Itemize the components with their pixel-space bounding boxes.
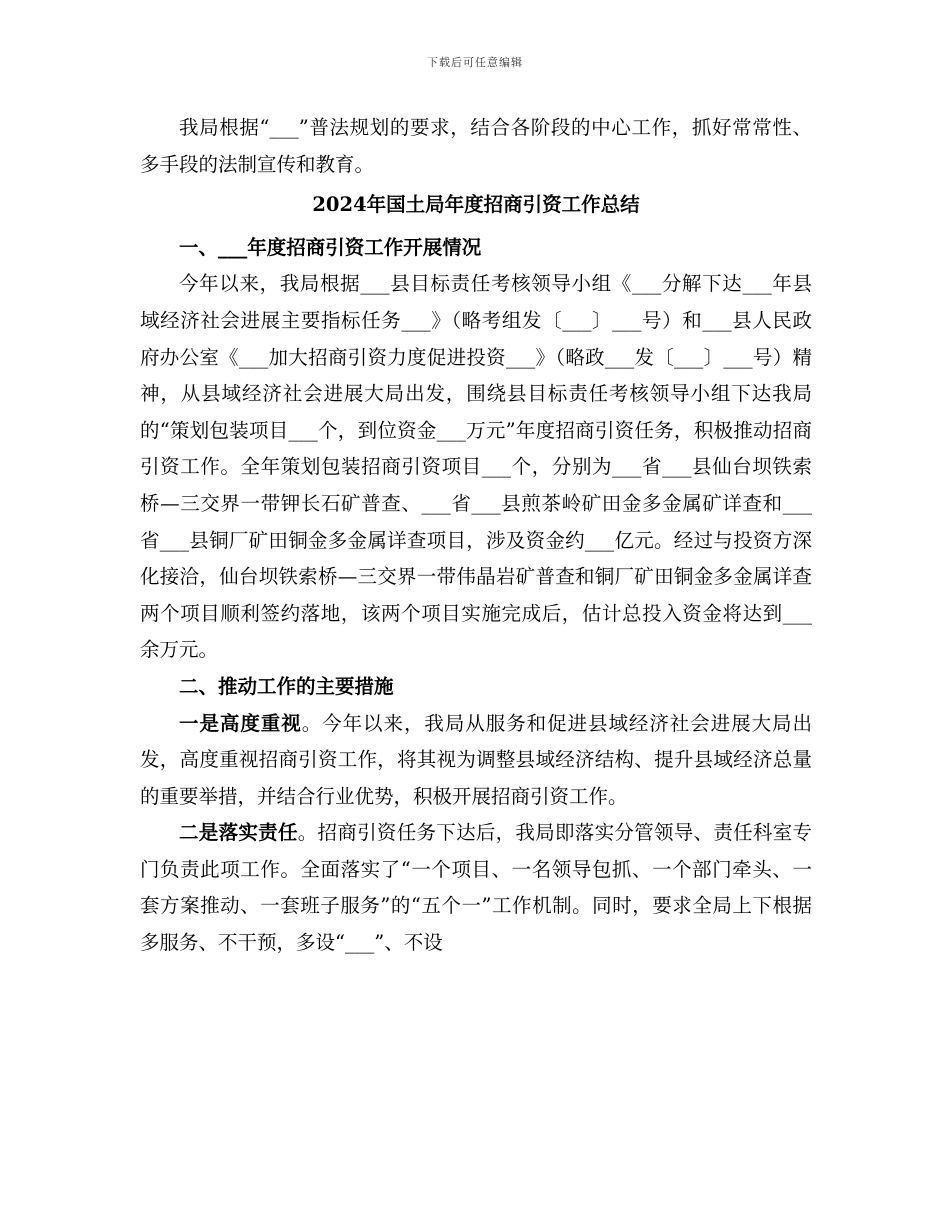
measure-1-text: 。今年以来，我局从服务和促进县域经济社会进展大局出发，高度重视招商引资工作，将其视为调整县域经济结构、提升县域经济总量的重要举措，并结合行业优势，积极开展招商引资工作。 bbox=[140, 711, 812, 808]
measure-paragraph-2 bbox=[140, 815, 812, 961]
section-1-paragraph: 今年以来，我局根据___县目标责任考核领导小组《___分解下达___年县域经济社会进展主要指标任务___》（略考组发〔___〕___号）和___县人民政府办公室《___加大招商引资力度促进投资___》（略政___发〔___〕___号）精神，从县域经济社会进展大局出发，围绕县目标责任考核领导小组下达我局的“策划包装项目___个，到位资金___万元”年度招商引资任务，积极推动招商引资工作。全年策划包装招商引资项目___个，分别为___省___县仙台坝铁索桥—三交界一带钾长石矿普查、___省___县煎茶岭矿田金多金属矿详查和___省___县铜厂矿田铜金多金属详查项目，涉及资金约___亿元。经过与投资方深化接洽，仙台坝铁索桥—三交界一带伟晶岩矿普查和铜厂矿田铜金多金属详查两个项目顺利签约落地，该两个项目实施完成后，估计总投入资金将达到___余万元。 bbox=[140, 272, 812, 662]
header-note: 下载后可任意编辑 bbox=[427, 56, 523, 69]
intro-paragraph: 我局根据“___”普法规划的要求，结合各阶段的中心工作，抓好常常性、多手段的法制宣传和教育。 bbox=[140, 116, 812, 176]
measure-2-lead: 二是落实责任 bbox=[179, 821, 298, 845]
section-2-heading: 二、推动工作的主要措施 bbox=[179, 674, 394, 698]
measure-2-text: 。招商引资任务下达后，我局即落实分管领导、责任科室专门负责此项工作。全面落实了“一个项目、一名领导包抓、一个部门牵头、一套方案推动、一套班子服务”的“五个一”工作机制。同时，要求全局上下根据多服务、不干预，多设“___”、不设 bbox=[140, 821, 812, 955]
document-body bbox=[140, 110, 812, 962]
measure-paragraph-1 bbox=[140, 706, 812, 816]
document-title: 2024年国土局年度招商引资工作总结 bbox=[312, 193, 640, 217]
measure-1-lead: 一是高度重视 bbox=[179, 711, 302, 735]
section-1-heading: 一、___年度招商引资工作开展情况 bbox=[179, 235, 482, 259]
